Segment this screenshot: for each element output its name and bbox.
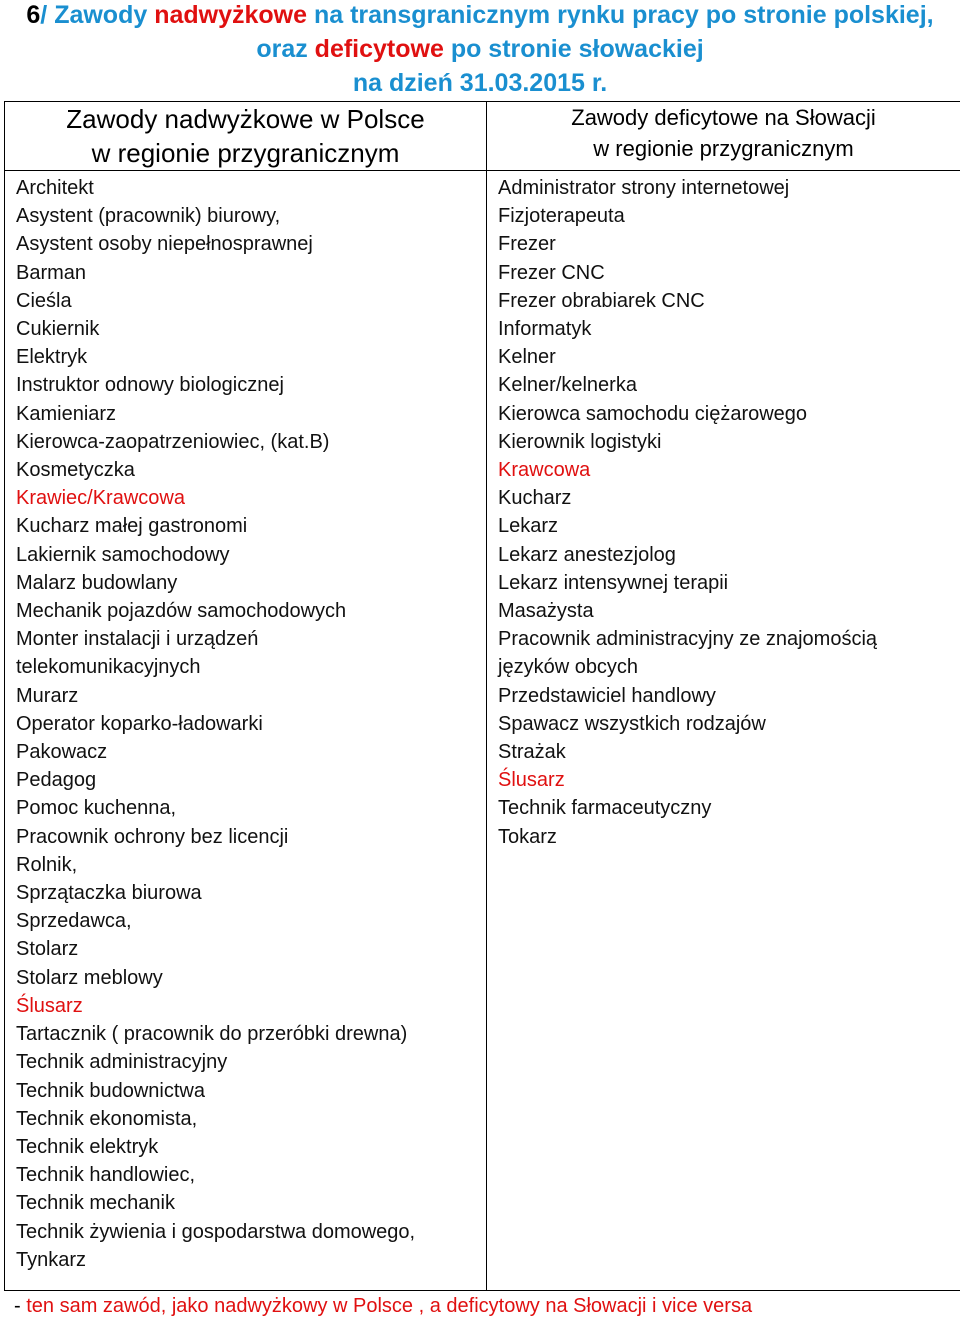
occupation-item: Technik handlowiec,: [16, 1164, 195, 1187]
occupation-item: Kamieniarz: [16, 402, 117, 425]
surplus-occupations-list: [5, 171, 486, 1290]
title-part: po stronie słowackiej: [443, 35, 704, 63]
occupation-item: Kelner/kelnerka: [498, 374, 637, 397]
occupation-item: Frezer: [498, 233, 556, 256]
occupation-item: Pracownik ochrony bez licencji: [16, 825, 289, 848]
occupation-item: Lekarz anestezjolog: [498, 543, 676, 566]
occupation-item: Technik budownictwa: [16, 1079, 205, 1102]
right-header-line-2: w regionie przygranicznym: [593, 136, 854, 161]
occupation-item: Lekarz: [498, 515, 559, 538]
occupation-item: Stolarz: [16, 938, 79, 961]
occupation-item: Ślusarz: [16, 994, 83, 1017]
section-number: 6: [26, 1, 41, 29]
footnote-text: ten sam zawód, jako nadwyżkowy w Polsce , a deficytowy na Słowacji i vice versa: [26, 1295, 753, 1317]
occupation-item: Kierowca samochodu ciężarowego: [498, 402, 808, 425]
occupation-item: Rolnik,: [16, 853, 78, 876]
occupation-item: języków obcych: [498, 656, 639, 679]
occupation-item: Operator koparko-ładowarki: [16, 712, 263, 735]
occupation-item: Administrator strony internetowej: [498, 177, 790, 199]
occupation-item: Frezer CNC: [498, 261, 605, 284]
title-part: / Zawody: [40, 1, 155, 29]
occupation-item: Krawcowa: [498, 459, 591, 482]
occupation-item: Asystent osoby niepełnosprawnej: [16, 233, 313, 256]
occupation-item: Kucharz: [498, 487, 572, 510]
occupation-item: Fizjoterapeuta: [498, 205, 625, 228]
right-column-cell: [487, 171, 960, 1291]
occupation-item: Technik farmaceutyczny: [498, 797, 712, 820]
left-column-header: [5, 102, 487, 171]
occupation-item: Cieśla: [16, 289, 72, 312]
occupation-item: Kelner: [498, 346, 556, 369]
occupations-table: [4, 101, 960, 1291]
left-header-line-2: w regionie przygranicznym: [91, 138, 400, 168]
title-part: oraz: [256, 35, 315, 63]
occupation-item: Instruktor odnowy biologicznej: [16, 374, 284, 397]
occupation-item: telekomunikacyjnych: [16, 656, 201, 679]
occupation-item: Informatyk: [498, 318, 592, 341]
footnote-dash: -: [14, 1295, 27, 1317]
occupation-item: Barman: [16, 261, 87, 284]
occupation-item: Technik mechanik: [16, 1192, 175, 1215]
occupation-item: Architekt: [16, 177, 94, 199]
occupation-item: Sprzątaczka biurowa: [16, 882, 202, 905]
title-keyword-surplus: nadwyżkowe: [154, 1, 308, 29]
occupation-item: Asystent (pracownik) biurowy,: [16, 205, 281, 228]
occupation-item: Mechanik pojazdów samochodowych: [16, 600, 347, 623]
occupation-item: Pedagog: [16, 769, 97, 792]
legend-footnote: [14, 1295, 752, 1318]
occupation-item: Masażysta: [498, 600, 594, 623]
occupation-item: Monter instalacji i urządzeń: [16, 628, 259, 651]
occupation-item: Technik ekonomista,: [16, 1107, 198, 1130]
occupation-item: Cukiernik: [16, 318, 100, 341]
occupation-item: Stolarz meblowy: [16, 966, 163, 989]
occupation-item: Sprzedawca,: [16, 910, 132, 933]
title-part: na transgranicznym rynku pracy po stronie polskiej,: [307, 1, 934, 29]
document-title-line-2: [0, 32, 960, 66]
occupation-item: Pakowacz: [16, 741, 108, 764]
deficit-occupations-list: [487, 171, 960, 851]
occupation-item: Krawiec/Krawcowa: [16, 487, 185, 510]
document-title-date: na dzień 31.03.2015 r.: [352, 69, 608, 97]
occupation-item: Elektryk: [16, 346, 88, 369]
occupation-item: Technik elektryk: [16, 1135, 159, 1158]
right-column-header: [487, 102, 960, 171]
document-title-line-1: [0, 0, 960, 32]
occupation-item: Frezer obrabiarek CNC: [498, 289, 705, 312]
occupation-item: Murarz: [16, 684, 79, 707]
occupation-item: Tynkarz: [16, 1248, 87, 1271]
right-header-line-1: Zawody deficytowe na Słowacji: [571, 105, 876, 130]
occupation-item: Pomoc kuchenna,: [16, 797, 177, 820]
occupation-item: Tartacznik ( pracownik do przeróbki drewna): [16, 1023, 408, 1046]
title-keyword-deficit: deficytowe: [314, 35, 444, 63]
left-column-cell: [5, 171, 487, 1291]
occupation-item: Malarz budowlany: [16, 571, 178, 594]
occupation-item: Strażak: [498, 741, 566, 764]
occupation-item: Tokarz: [498, 825, 557, 848]
occupation-item: Kierownik logistyki: [498, 430, 662, 453]
occupation-item: Technik żywienia i gospodarstwa domowego,: [16, 1220, 416, 1243]
occupation-item: Ślusarz: [498, 769, 565, 792]
occupation-item: Kucharz małej gastronomi: [16, 515, 248, 538]
occupation-item: Kosmetyczka: [16, 459, 135, 482]
occupation-item: Technik administracyjny: [16, 1051, 228, 1074]
occupation-item: Kierowca-zaopatrzeniowiec, (kat.B): [16, 430, 330, 453]
occupation-item: Pracownik administracyjny ze znajomością: [498, 628, 878, 651]
occupation-item: Przedstawiciel handlowy: [498, 684, 716, 707]
occupation-item: Lakiernik samochodowy: [16, 543, 230, 566]
left-header-line-1: Zawody nadwyżkowe w Polsce: [66, 104, 425, 134]
occupation-item: Spawacz wszystkich rodzajów: [498, 712, 766, 735]
occupation-item: Lekarz intensywnej terapii: [498, 571, 729, 594]
